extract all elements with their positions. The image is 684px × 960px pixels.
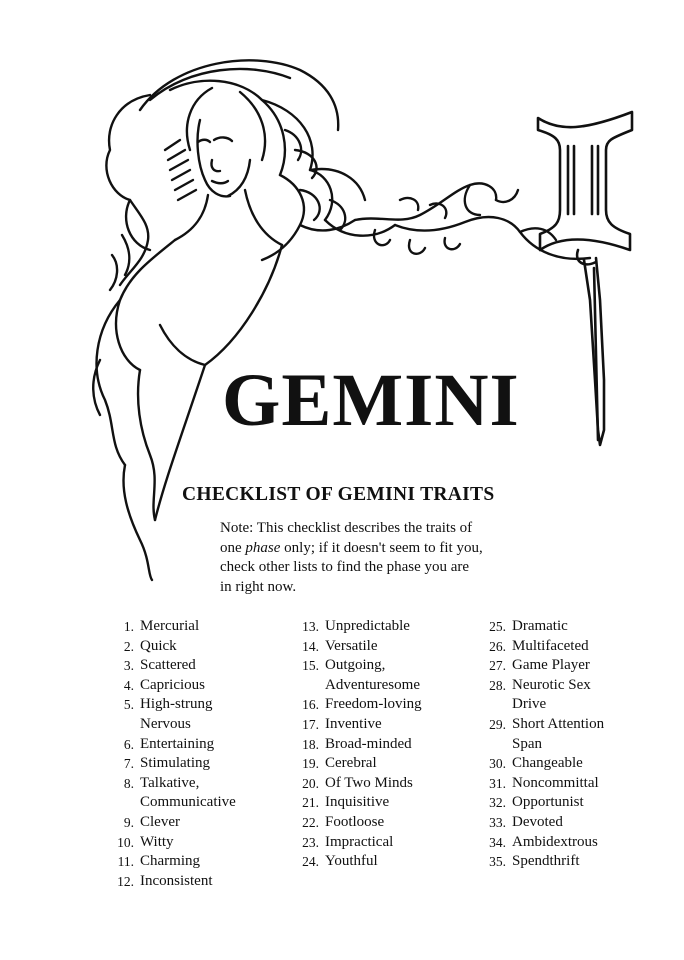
trait-item [104,813,236,833]
trait-item [479,813,604,833]
trait-label: Capricious [140,676,205,693]
trait-number: 32. [489,795,506,811]
trait-number: 3. [123,658,134,674]
trait-item [104,676,236,696]
trait-number: 27. [489,658,506,674]
trait-number: 15. [302,658,319,674]
trait-item [104,793,236,813]
trait-item [479,833,604,853]
trait-item [104,735,236,755]
trait-item [104,833,236,853]
trait-item [479,754,604,774]
trait-number [104,715,140,735]
halo-circle-icon [140,60,338,130]
trait-number [479,695,512,715]
trait-number: 13. [302,619,319,634]
trait-item [479,695,604,715]
trait-number: 26. [489,638,506,654]
trait-item [104,774,236,794]
trait-number: 5. [123,697,134,713]
checklist-note [220,519,540,597]
trait-number: 18. [302,736,319,752]
trait-label: Broad-minded [325,735,412,752]
trait-item [296,637,422,657]
trait-item [479,774,604,794]
trait-label: Cerebral [325,755,377,772]
trait-item [296,833,422,853]
trait-item [104,637,236,657]
trait-label: Versatile [325,637,378,654]
trait-item [479,735,604,755]
trait-label: Nervous [140,715,191,732]
trait-label: Game Player [512,657,590,674]
trait-item [479,637,604,657]
trait-item [479,793,604,813]
trait-number: 12. [117,873,134,889]
trait-item [104,656,236,676]
trait-number: 4. [123,677,134,693]
trait-label: Impractical [325,833,394,850]
trait-label: Unpredictable [325,618,410,634]
trait-item [104,695,236,715]
trait-label: Dramatic [512,618,568,634]
trait-label: Ambidextrous [512,833,598,850]
trait-number: 8. [123,775,134,791]
trait-number: 35. [489,854,506,870]
trait-item [296,813,422,833]
trait-label: Of Two Minds [325,774,413,791]
trait-number [479,735,512,755]
trait-item [104,754,236,774]
trait-number: 2. [123,638,134,654]
trait-label: Charming [140,853,200,870]
trait-item [296,852,422,872]
trait-label: Short Attention [512,715,605,732]
trait-label: Neurotic Sex [512,676,591,693]
trait-label: Witty [140,833,174,850]
trait-item [104,715,236,735]
trait-number [104,793,140,813]
trait-number: 30. [489,756,506,772]
trait-number: 22. [302,814,319,830]
trait-item [296,774,422,794]
trait-number: 6. [123,736,134,752]
trait-label: High-strung [140,696,213,713]
trait-label: Drive [512,696,547,713]
trait-item [479,676,604,696]
trait-label: Spendthrift [512,853,580,870]
trait-label: Clever [140,813,180,830]
trait-item [479,852,604,872]
trait-item [479,617,604,637]
trait-item [479,715,604,735]
note-text: only; if it doesn't seem to fit you, [280,539,483,556]
trait-item [296,695,422,715]
note-line: in right now. [220,578,297,595]
trait-label: Youthful [325,853,378,870]
note-emphasis: phase [245,539,281,556]
trait-item [296,617,422,637]
trait-label: Devoted [512,813,563,830]
trait-label: Multifaceted [512,637,589,654]
trait-label: Mercurial [140,618,200,634]
trait-number: 23. [302,834,319,850]
note-line: Note: This checklist describes the traits of [220,520,473,536]
trait-label: Outgoing, [325,657,386,674]
trait-item [104,617,236,637]
traits-column-2 [296,617,422,872]
trait-label: Talkative, [140,774,200,791]
trait-number: 29. [489,716,506,732]
trait-number: 9. [123,814,134,830]
trait-item [296,754,422,774]
trait-label: Noncommittal [512,774,599,791]
trait-label: Changeable [512,755,583,772]
trait-number: 17. [302,716,319,732]
trait-item [296,793,422,813]
trait-number: 20. [302,775,319,791]
trait-number: 7. [123,756,134,772]
trait-label: Communicative [140,794,236,811]
trait-item [104,872,236,892]
trait-number: 24. [302,854,319,870]
trait-number: 11. [117,854,134,870]
trait-label: Freedom-loving [325,696,422,713]
trait-number: 33. [489,814,506,830]
trait-number: 34. [489,834,506,850]
trait-number: 16. [302,697,319,713]
trait-number: 14. [302,638,319,654]
trait-number: 19. [302,756,319,772]
trait-label: Quick [140,637,177,654]
checklist-heading: CHECKLIST OF GEMINI TRAITS [182,484,495,505]
trait-item [296,676,422,696]
trait-number: 1. [123,619,134,634]
trait-number: 28. [489,677,506,693]
trait-number: 31. [489,775,506,791]
trait-item [296,656,422,676]
trait-number: 25. [489,619,506,634]
trait-number: 10. [117,834,134,850]
trait-label: Adventuresome [325,676,420,693]
trait-label: Opportunist [512,794,584,811]
trait-label: Span [512,735,542,752]
trait-label: Inquisitive [325,794,390,811]
note-line [220,539,540,559]
trait-item [296,715,422,735]
traits-column-3 [479,617,604,872]
trait-label: Inventive [325,715,382,732]
trait-number [296,676,325,696]
trait-item [104,852,236,872]
trait-label: Entertaining [140,735,215,752]
trait-label: Scattered [140,657,196,674]
trait-label: Stimulating [140,755,211,772]
traits-column-1 [104,617,236,891]
trait-item [479,656,604,676]
trait-item [296,735,422,755]
trait-label: Inconsistent [140,872,213,889]
page-title: GEMINI [222,359,520,442]
trait-number: 21. [302,795,319,811]
gemini-symbol-icon [538,112,632,445]
note-line: check other lists to find the phase you are [220,559,470,575]
note-text: one [220,539,246,556]
trait-label: Footloose [325,813,385,830]
